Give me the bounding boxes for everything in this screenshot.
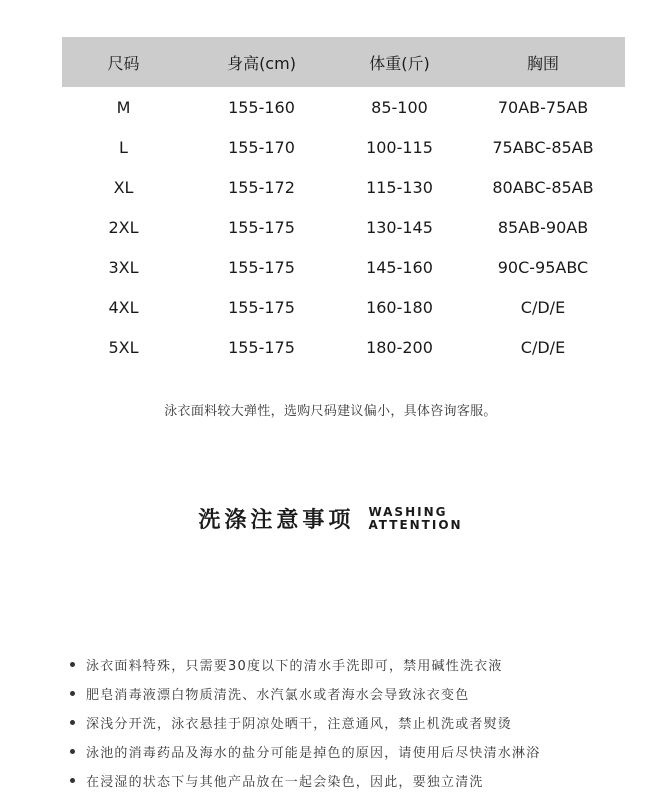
cell-height: 155-170	[228, 137, 295, 157]
table-row	[62, 287, 625, 327]
list-item-text: 深浅分开洗，泳衣悬挂于阴凉处晒干，注意通风，禁止机洗或者熨烫	[86, 717, 513, 732]
cell-weight: 100-115	[366, 137, 433, 157]
size-advice-note: 泳衣面料较大弹性，选购尺码建议偏小，具体咨询客服。	[164, 404, 497, 419]
table-row	[62, 127, 625, 167]
cell-weight: 130-145	[366, 217, 433, 237]
cell-weight: 115-130	[366, 177, 433, 197]
cell-size: M	[116, 97, 131, 117]
cell-size: 4XL	[108, 297, 139, 317]
washing-title-en-line1: WASHING	[368, 504, 448, 519]
bullet-icon	[70, 749, 75, 754]
list-item-text: 泳衣面料特殊，只需要30度以下的清水手洗即可，禁用碱性洗衣液	[86, 659, 503, 674]
cell-height: 155-172	[228, 177, 295, 197]
list-item	[70, 708, 650, 737]
list-item-text: 肥皂消毒液漂白物质清洗、水汽氯水或者海水会导致泳衣变色	[86, 688, 470, 703]
header-bust: 胸围	[461, 37, 625, 87]
cell-size: XL	[113, 177, 134, 197]
cell-weight: 180-200	[366, 337, 433, 357]
list-item-text: 在浸湿的状态下与其他产品放在一起会染色，因此，要独立清洗	[86, 775, 484, 790]
washing-title-cn: 洗涤注意事项	[198, 508, 355, 533]
cell-bust: C/D/E	[520, 337, 566, 357]
cell-weight: 145-160	[366, 257, 433, 277]
cell-height: 155-175	[228, 217, 295, 237]
table-row	[62, 247, 625, 287]
table-row	[62, 327, 625, 367]
cell-size: 5XL	[108, 337, 139, 357]
bullet-icon	[70, 778, 75, 783]
header-height: 身高(cm)	[185, 37, 338, 87]
cell-height: 155-175	[228, 257, 295, 277]
list-item	[70, 679, 650, 708]
size-chart-table	[62, 37, 625, 367]
cell-bust: 90C-95ABC	[497, 257, 589, 277]
cell-bust: C/D/E	[520, 297, 566, 317]
cell-height: 155-175	[228, 297, 295, 317]
cell-bust: 85AB-90AB	[497, 217, 589, 237]
cell-height: 155-160	[228, 97, 295, 117]
list-item-text: 泳池的消毒药品及海水的盐分可能是掉色的原因，请使用后尽快清水淋浴	[86, 746, 541, 761]
table-row	[62, 207, 625, 247]
bullet-icon	[70, 691, 75, 696]
washing-title-en	[368, 506, 462, 532]
header-weight: 体重(斤)	[338, 37, 461, 87]
list-item	[70, 766, 650, 795]
bullet-icon	[70, 662, 75, 667]
list-item	[70, 650, 650, 679]
cell-size: 3XL	[108, 257, 139, 277]
cell-weight: 160-180	[366, 297, 433, 317]
cell-size: L	[119, 137, 128, 157]
washing-title-en-line2: ATTENTION	[368, 517, 463, 532]
header-size: 尺码	[62, 37, 185, 87]
cell-size: 2XL	[108, 217, 139, 237]
washing-instructions-list	[70, 650, 650, 795]
cell-weight: 85-100	[371, 97, 428, 117]
table-row	[62, 87, 625, 127]
washing-heading	[0, 503, 661, 534]
cell-height: 155-175	[228, 337, 295, 357]
cell-bust: 70AB-75AB	[497, 97, 589, 117]
list-item	[70, 737, 650, 766]
cell-bust: 80ABC-85AB	[492, 177, 594, 197]
bullet-icon	[70, 720, 75, 725]
size-chart-header-row	[62, 37, 625, 87]
table-row	[62, 167, 625, 207]
cell-bust: 75ABC-85AB	[492, 137, 594, 157]
